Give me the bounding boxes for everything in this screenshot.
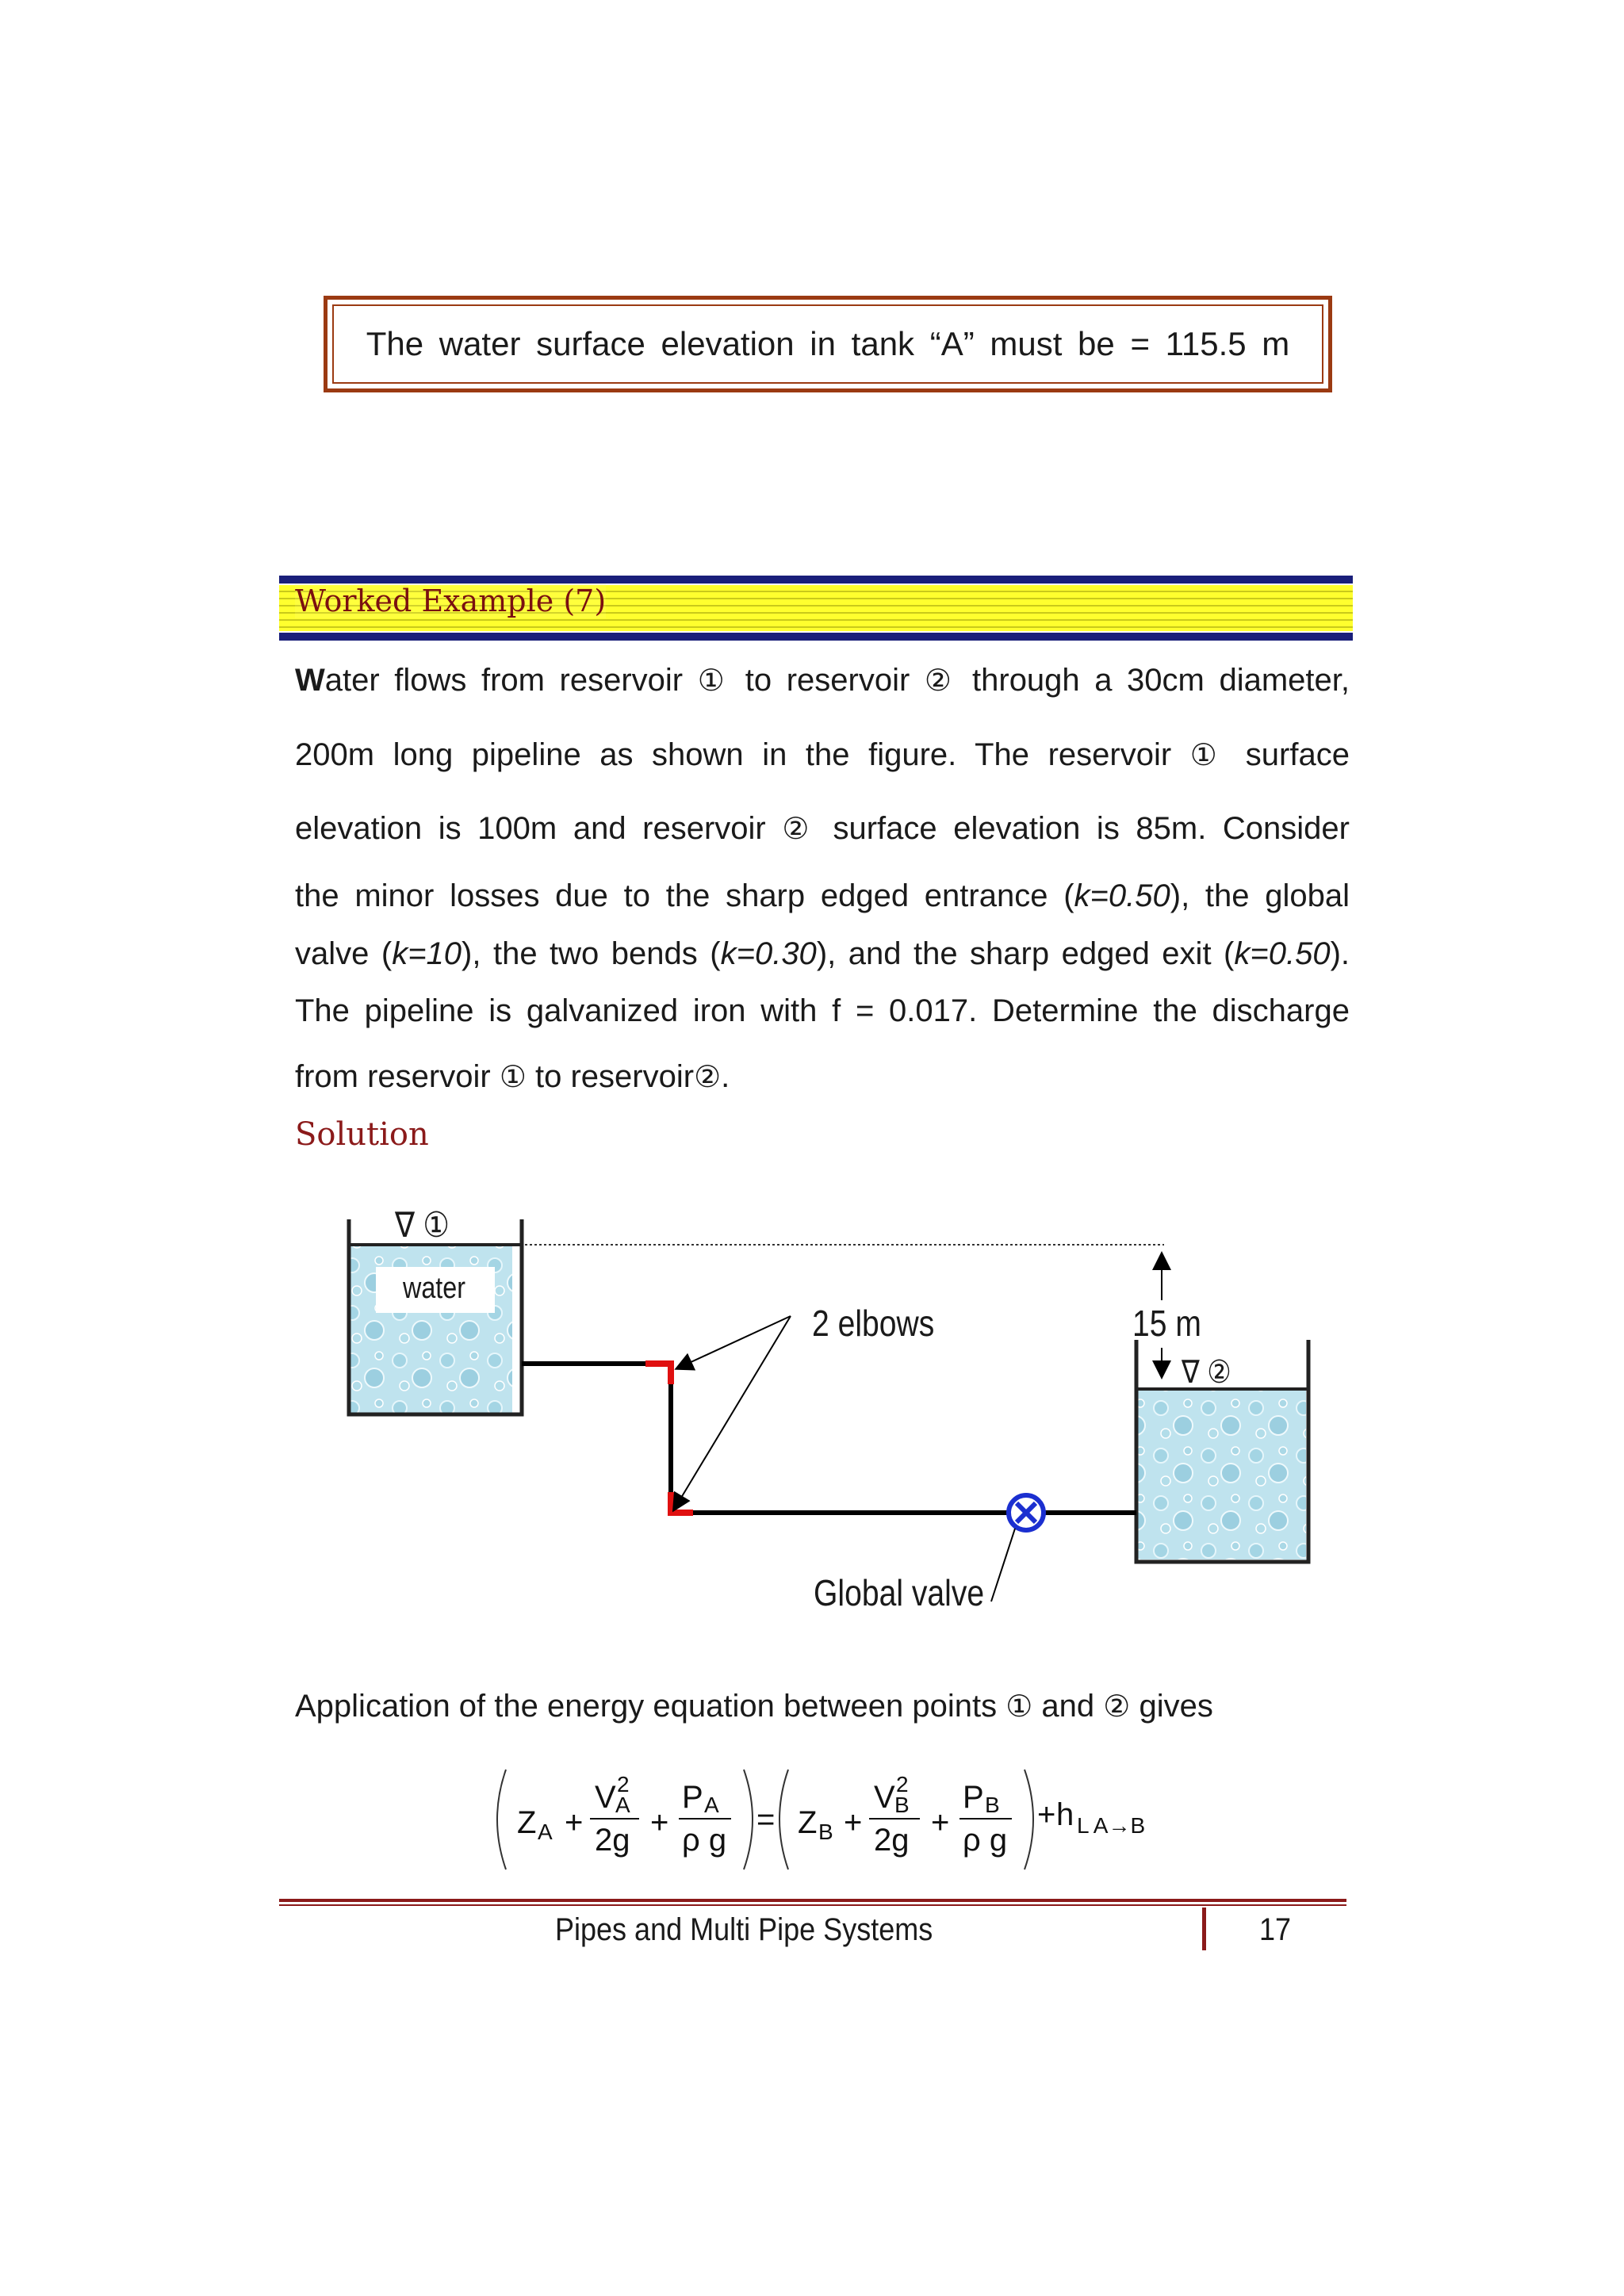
- circled-one: ①: [1189, 737, 1228, 772]
- text: ), and the sharp edged exit (: [816, 936, 1235, 971]
- k-value: k=0.50: [1074, 878, 1170, 913]
- drop-letter: W: [295, 663, 325, 698]
- result-box-inner: [332, 304, 1323, 384]
- plus-5: +: [1037, 1797, 1056, 1832]
- text: ), the two bends (: [462, 936, 721, 971]
- pa: P: [682, 1780, 703, 1815]
- circled-two: ②: [694, 1059, 722, 1094]
- circled-two: ②: [924, 663, 958, 698]
- text: valve (: [295, 936, 393, 971]
- problem-line-1: [295, 664, 1350, 696]
- pipeline: [522, 1364, 1136, 1513]
- vb-sub: B: [894, 1793, 910, 1817]
- text: through a 30cm diameter,: [957, 663, 1350, 698]
- text: ater flows from reservoir: [324, 663, 698, 698]
- k-value: k=0.50: [1234, 936, 1331, 971]
- text: elevation is 100m and reservoir: [295, 811, 783, 846]
- va: V: [595, 1780, 616, 1815]
- banner-bottom-bar: [279, 633, 1353, 641]
- k-value: k=0.30: [720, 936, 817, 971]
- circled-one: ①: [499, 1059, 527, 1094]
- example-title: Worked Example (7): [295, 584, 607, 618]
- text: surface elevation is 85m. Consider: [816, 811, 1350, 846]
- circled-two: ②: [782, 811, 817, 846]
- text: and: [1032, 1689, 1104, 1724]
- text: to reservoir: [730, 663, 925, 698]
- equation-graphic: [492, 1760, 1158, 1879]
- banner-top-bar: [279, 576, 1353, 584]
- height-label: 15 m: [1132, 1303, 1201, 1344]
- problem-line-3: [295, 813, 1350, 844]
- plus-4: +: [931, 1805, 950, 1840]
- water-label: water: [403, 1272, 465, 1305]
- pipe-diagram: [341, 1205, 1332, 1633]
- za: Z: [517, 1805, 537, 1840]
- vb: V: [874, 1780, 895, 1815]
- plus-2: +: [650, 1805, 669, 1840]
- example-banner: [279, 576, 1353, 641]
- pb-sub: B: [985, 1793, 1000, 1817]
- text: the minor losses due to the sharp edged entrance (: [295, 878, 1074, 913]
- text: The pipeline is galvanized iron with f = 0.017. Determine the discharge: [295, 993, 1350, 1028]
- two-g-1: 2g: [595, 1823, 630, 1858]
- hl: h: [1056, 1797, 1074, 1832]
- rho-g-2: ρ g: [963, 1823, 1008, 1858]
- circled-one: ①: [697, 663, 731, 698]
- reservoir-2-water: [1136, 1389, 1306, 1559]
- zb-sub: B: [818, 1820, 833, 1844]
- paren-right-close: [1025, 1770, 1033, 1869]
- valve-icon: [1009, 1495, 1044, 1530]
- energy-equation: [492, 1760, 1158, 1879]
- problem-line-2: [295, 739, 1350, 771]
- k-value: k=10: [392, 936, 462, 971]
- zb: Z: [798, 1805, 818, 1840]
- footer-rule-thin: [279, 1904, 1346, 1906]
- footer-separator: [1202, 1908, 1206, 1950]
- two-g-2: 2g: [874, 1823, 910, 1858]
- circled-two: ②: [1103, 1689, 1131, 1724]
- paren-left-close: [744, 1770, 753, 1869]
- text: to reservoir: [526, 1059, 695, 1094]
- reservoir-1-symbol: ∇ ①: [395, 1206, 450, 1245]
- result-box: [324, 296, 1332, 392]
- plus-1: +: [565, 1805, 584, 1840]
- text: .: [721, 1059, 730, 1094]
- problem-line-7: [295, 1061, 1350, 1093]
- paren-right-open: [779, 1770, 788, 1869]
- text: ).: [1330, 936, 1350, 971]
- text: from reservoir: [295, 1059, 500, 1094]
- result-text: The water surface elevation in tank “A” must be = 115.5 m: [366, 325, 1290, 362]
- hl-sub: L A→B: [1077, 1813, 1146, 1838]
- elbow-top: [645, 1364, 671, 1384]
- rho-g-1: ρ g: [682, 1823, 727, 1858]
- va-sup: 2: [617, 1772, 630, 1797]
- text: ), the global: [1170, 878, 1350, 913]
- application-text: [295, 1689, 1213, 1724]
- elbow-leader-bottom: [674, 1316, 791, 1510]
- problem-line-6: [295, 995, 1350, 1027]
- page-number: 17: [1259, 1912, 1292, 1947]
- elbow-leader-top: [677, 1316, 791, 1368]
- va-sub: A: [615, 1793, 630, 1817]
- reservoir-2-symbol: ∇ ②: [1182, 1355, 1231, 1390]
- za-sub: A: [538, 1820, 553, 1844]
- pipe-system-figure: [341, 1205, 1332, 1633]
- text: surface: [1227, 737, 1350, 772]
- solution-heading: Solution: [295, 1116, 429, 1153]
- footer-rule: [279, 1899, 1346, 1902]
- text: Application of the energy equation between points: [295, 1689, 1006, 1724]
- pa-sub: A: [704, 1793, 719, 1817]
- pb: P: [963, 1780, 984, 1815]
- text: 200m long pipeline as shown in the figure. The reservoir: [295, 737, 1190, 772]
- paren-left-open: [497, 1770, 506, 1869]
- problem-line-4: [295, 880, 1350, 912]
- circled-one: ①: [1005, 1689, 1033, 1724]
- text: gives: [1130, 1689, 1213, 1724]
- valve-leader: [991, 1529, 1015, 1601]
- vb-sup: 2: [896, 1772, 909, 1797]
- elbows-label: 2 elbows: [812, 1303, 935, 1344]
- valve-label: Global valve: [814, 1572, 985, 1613]
- plus-3: +: [844, 1805, 863, 1840]
- equals: =: [756, 1802, 776, 1837]
- problem-line-5: [295, 938, 1350, 970]
- footer-title: Pipes and Multi Pipe Systems: [555, 1912, 933, 1947]
